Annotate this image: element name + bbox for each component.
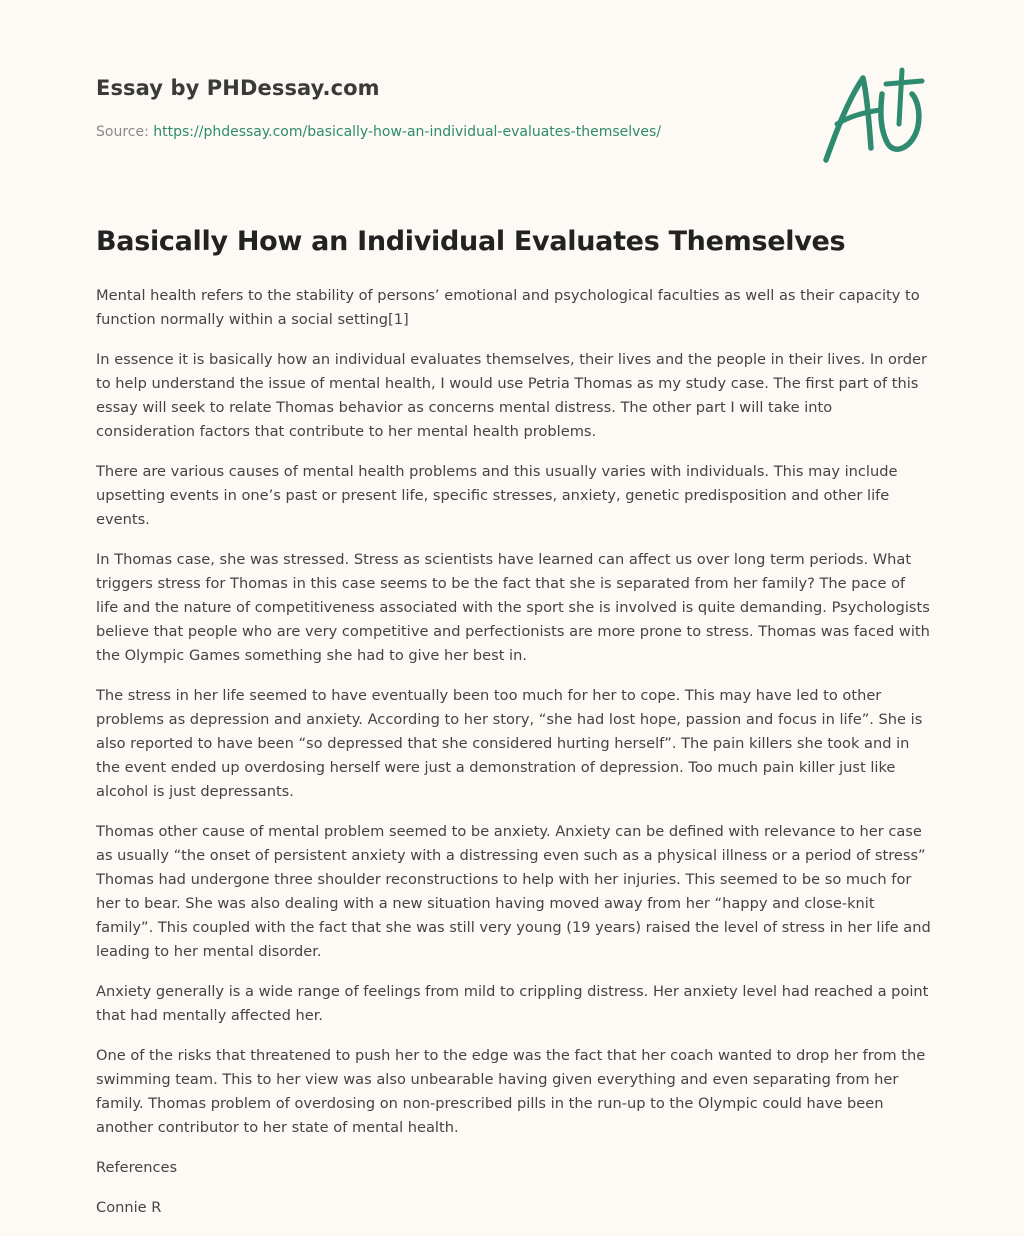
source-link[interactable]: https://phdessay.com/basically-how-an-individual-evaluates-themselves/: [153, 124, 662, 140]
essay-body: [96, 284, 932, 1236]
essay-title: Basically How an Individual Evaluates Themselves: [96, 226, 846, 257]
reference-author: Connie R: [96, 1199, 162, 1216]
paragraph-8: One of the risks that threatened to push her to the edge was the fact that her coach wanted to drop her from the swimming team. This to her view was also unbearable having given everything and even separating from her family. Thomas problem of overdosing on non-prescribed pills in the run-up to the Olympic could have been another contributor to her state of mental health.: [96, 1047, 926, 1136]
paragraph-5: The stress in her life seemed to have eventually been too much for her to cope. This may have led to other problems as depression and anxiety. According to her story, “she had lost hope, passion and focus in life”. She is also reported to have been “so depressed that she considered hurting herself”. The pain killers she took and in the event ended up overdosing herself were just a demonstration of depression. Too much pain killer just like alcohol is just depressants.: [96, 687, 923, 800]
source-label: Source:: [96, 124, 154, 140]
essay-page: [96, 0, 932, 1236]
paragraph-4: In Thomas case, she was stressed. Stress as scientists have learned can affect us over long term periods. What triggers stress for Thomas in this case seems to be the fact that she is separated from her family? The pace of life and the nature of competitiveness associated with the sport she is involved is quite demanding. Psychologists believe that people who are very competitive and perfectionists are more prone to stress. Thomas was faced with the Olympic Games something she had to give her best in.: [96, 551, 930, 664]
paragraph-1: Mental health refers to the stability of persons’ emotional and psychological faculties as well as their capacity to function normally within a social setting[1]: [96, 287, 920, 328]
source-line: [96, 124, 661, 140]
paragraph-3: There are various causes of mental health problems and this usually varies with individuals. This may include upsetting events in one’s past or present life, specific stresses, anxiety, genetic predisposition and other life events.: [96, 463, 898, 528]
paragraph-6: Thomas other cause of mental problem seemed to be anxiety. Anxiety can be defined with relevance to her case as usually “the onset of persistent anxiety with a distressing even such as a physical illness or a period of stress” Thomas had undergone three shoulder reconstructions to help with her injuries. This seemed to be so much for her to bear. She was also dealing with a new situation having moved away from her “happy and close-knit family”. This coupled with the fact that she was still very young (19 years) raised the level of stress in her life and leading to her mental disorder.: [96, 823, 931, 960]
site-brand: Essay by PHDessay.com: [96, 76, 380, 100]
paragraph-2: In essence it is basically how an individual evaluates themselves, their lives and the people in their lives. In order to help understand the issue of mental health, I would use Petria Thomas as my study case. The first part of this essay will seek to relate Thomas behavior as concerns mental distress. The other part I will take into consideration factors that contribute to her mental health problems.: [96, 351, 927, 440]
a-plus-logo-icon: [822, 66, 926, 166]
paragraph-7: Anxiety generally is a wide range of feelings from mild to crippling distress. Her anxiety level had reached a point that had mentally affected her.: [96, 983, 929, 1024]
references-heading: References: [96, 1159, 178, 1176]
